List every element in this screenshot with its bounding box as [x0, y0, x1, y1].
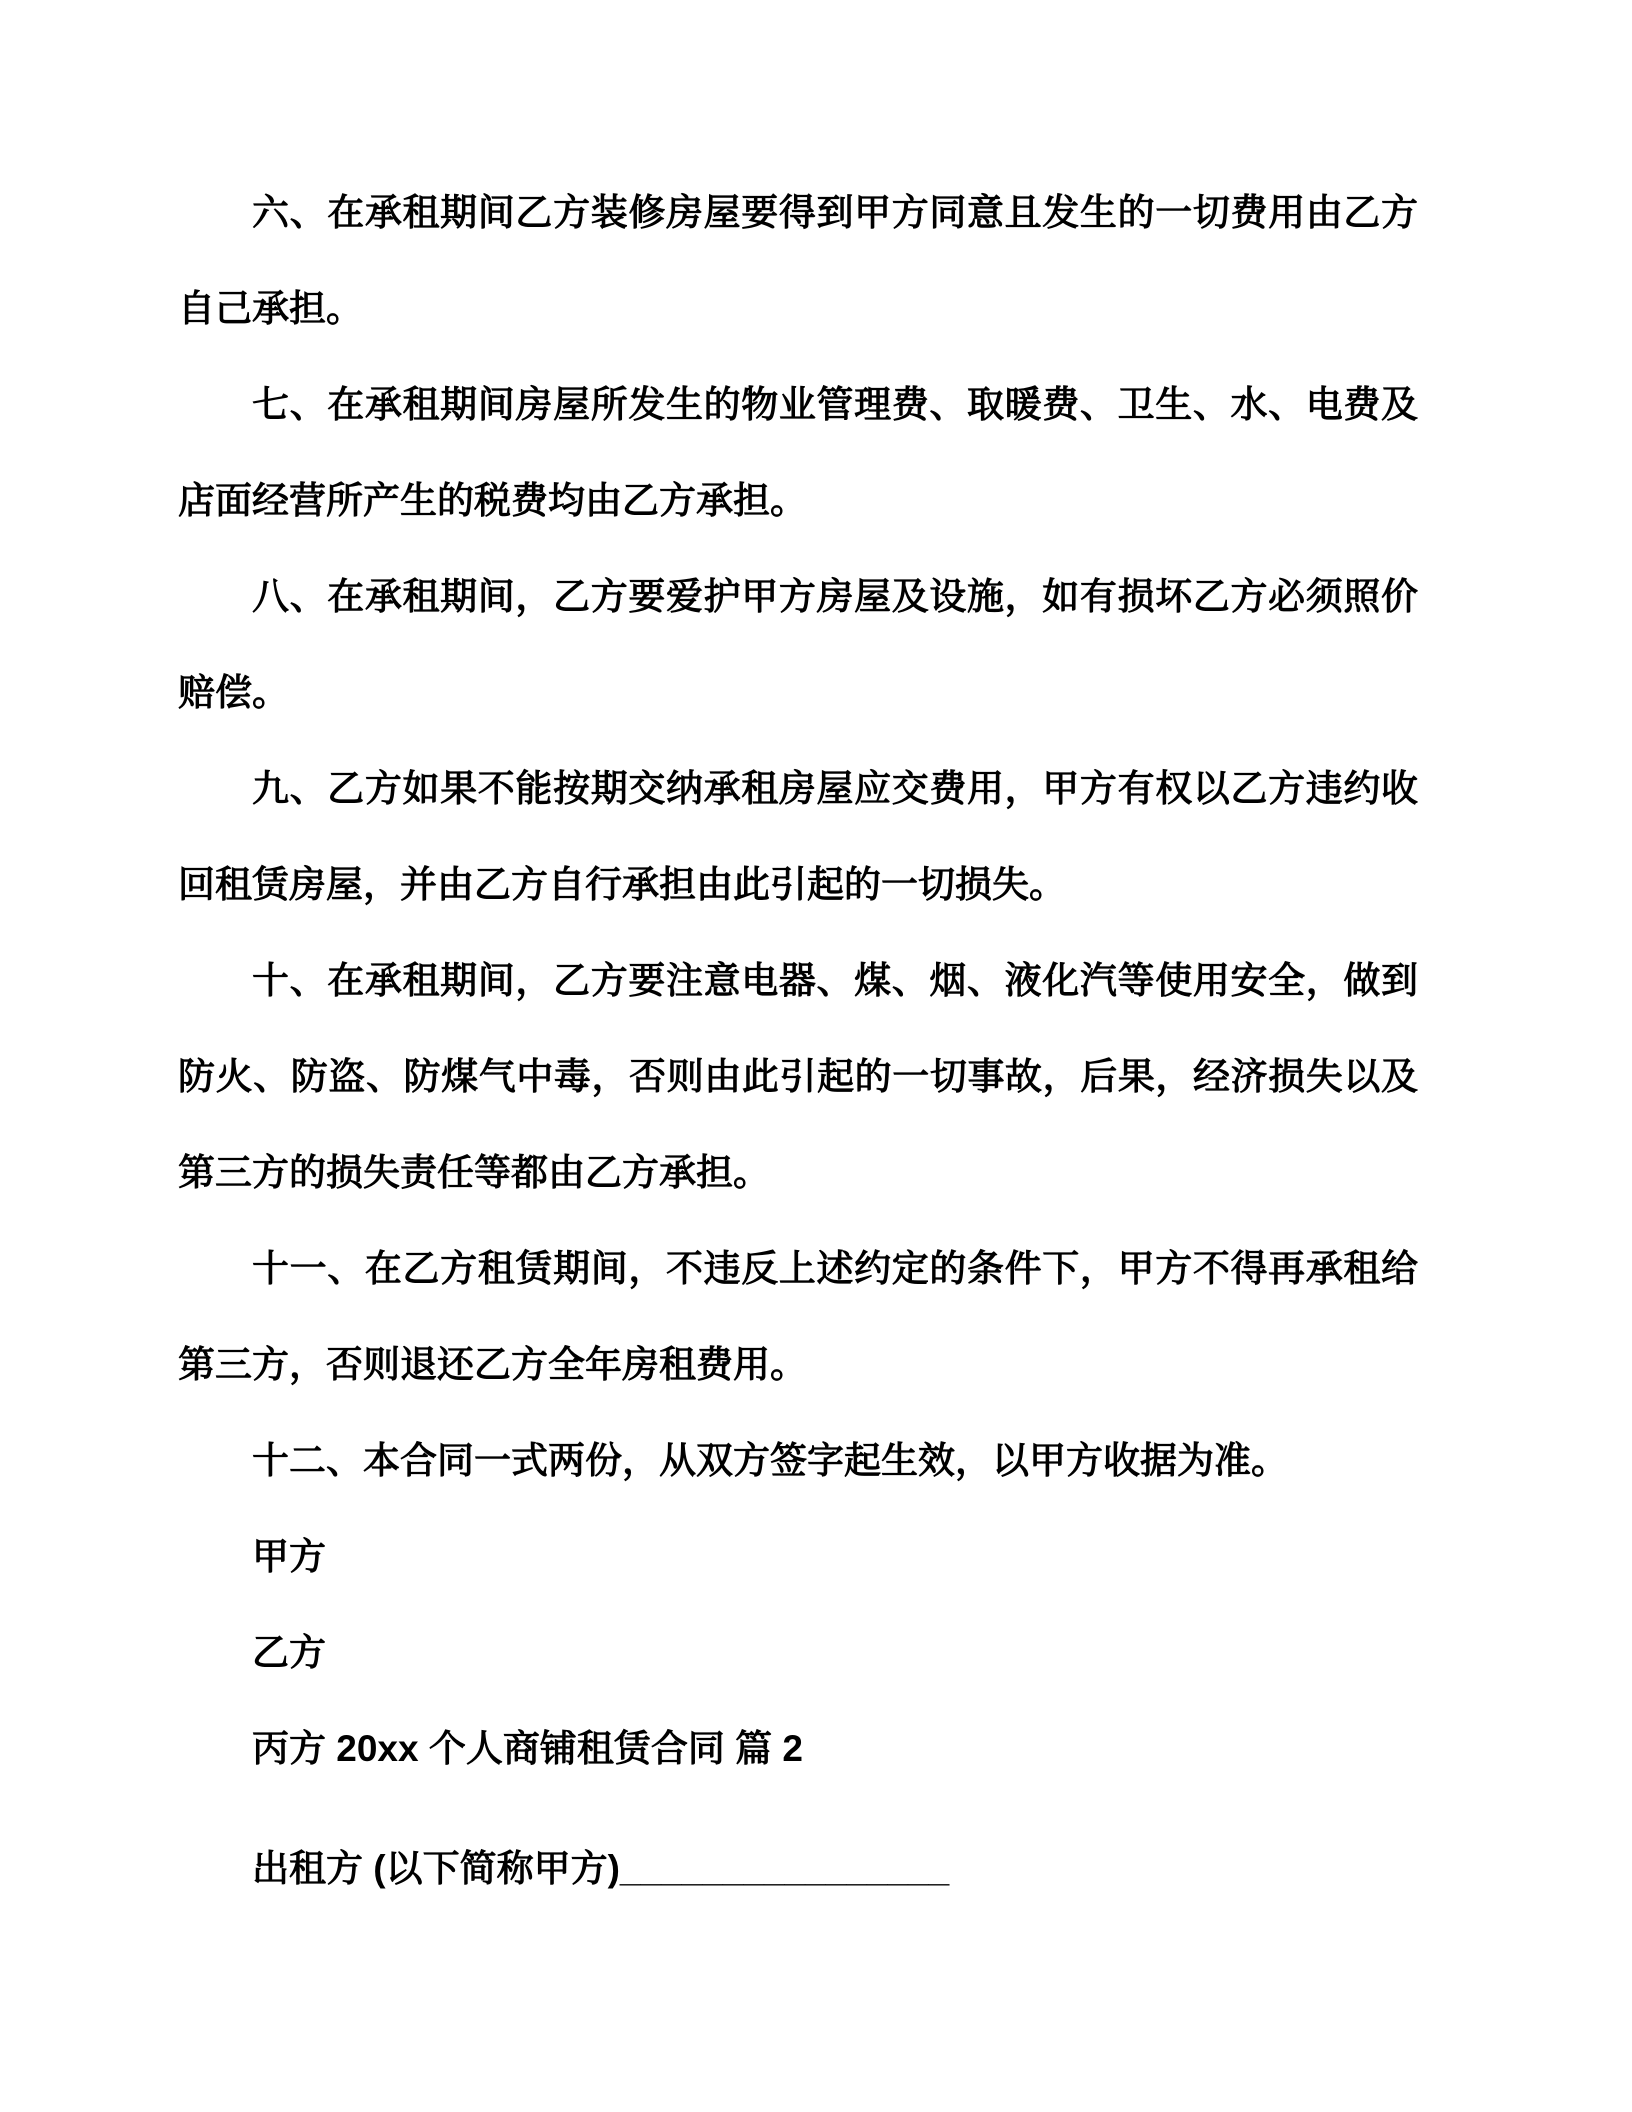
party-b-signature-line: 乙方 — [252, 1632, 326, 1673]
contract-clause-11: 十一、在乙方租赁期间，不违反上述约定的条件下，甲方不得再承租给第三方，否则退还乙方全年房租费用。 — [178, 1248, 1418, 1385]
party-a-signature-line: 甲方 — [252, 1536, 326, 1577]
contract-clause-8: 八、在承租期间，乙方要爱护甲方房屋及设施，如有损坏乙方必须照价赔偿。 — [178, 576, 1418, 713]
contract-clause-9: 九、乙方如果不能按期交纳承租房屋应交费用，甲方有权以乙方违约收回租赁房屋，并由乙方自行承担由此引起的一切损失。 — [178, 768, 1418, 905]
contract-clause-7: 七、在承租期间房屋所发生的物业管理费、取暖费、卫生、水、电费及店面经营所产生的税费均由乙方承担。 — [178, 384, 1418, 521]
contract-clause-10: 十、在承租期间，乙方要注意电器、煤、烟、液化汽等使用安全，做到防火、防盗、防煤气中毒，否则由此引起的一切事故，后果，经济损失以及第三方的损失责任等都由乙方承担。 — [178, 960, 1418, 1193]
contract-clause-12: 十二、本合同一式两份，从双方签字起生效，以甲方收据为准。 — [252, 1440, 1288, 1481]
lessor-fill-in-line: 出租方 (以下简称甲方)________________ — [252, 1848, 950, 1889]
contract-clause-6: 六、在承租期间乙方装修房屋要得到甲方同意且发生的一切费用由乙方自己承担。 — [178, 192, 1418, 329]
party-c-and-next-section-title: 丙方 20xx 个人商铺租赁合同 篇 2 — [252, 1728, 804, 1769]
